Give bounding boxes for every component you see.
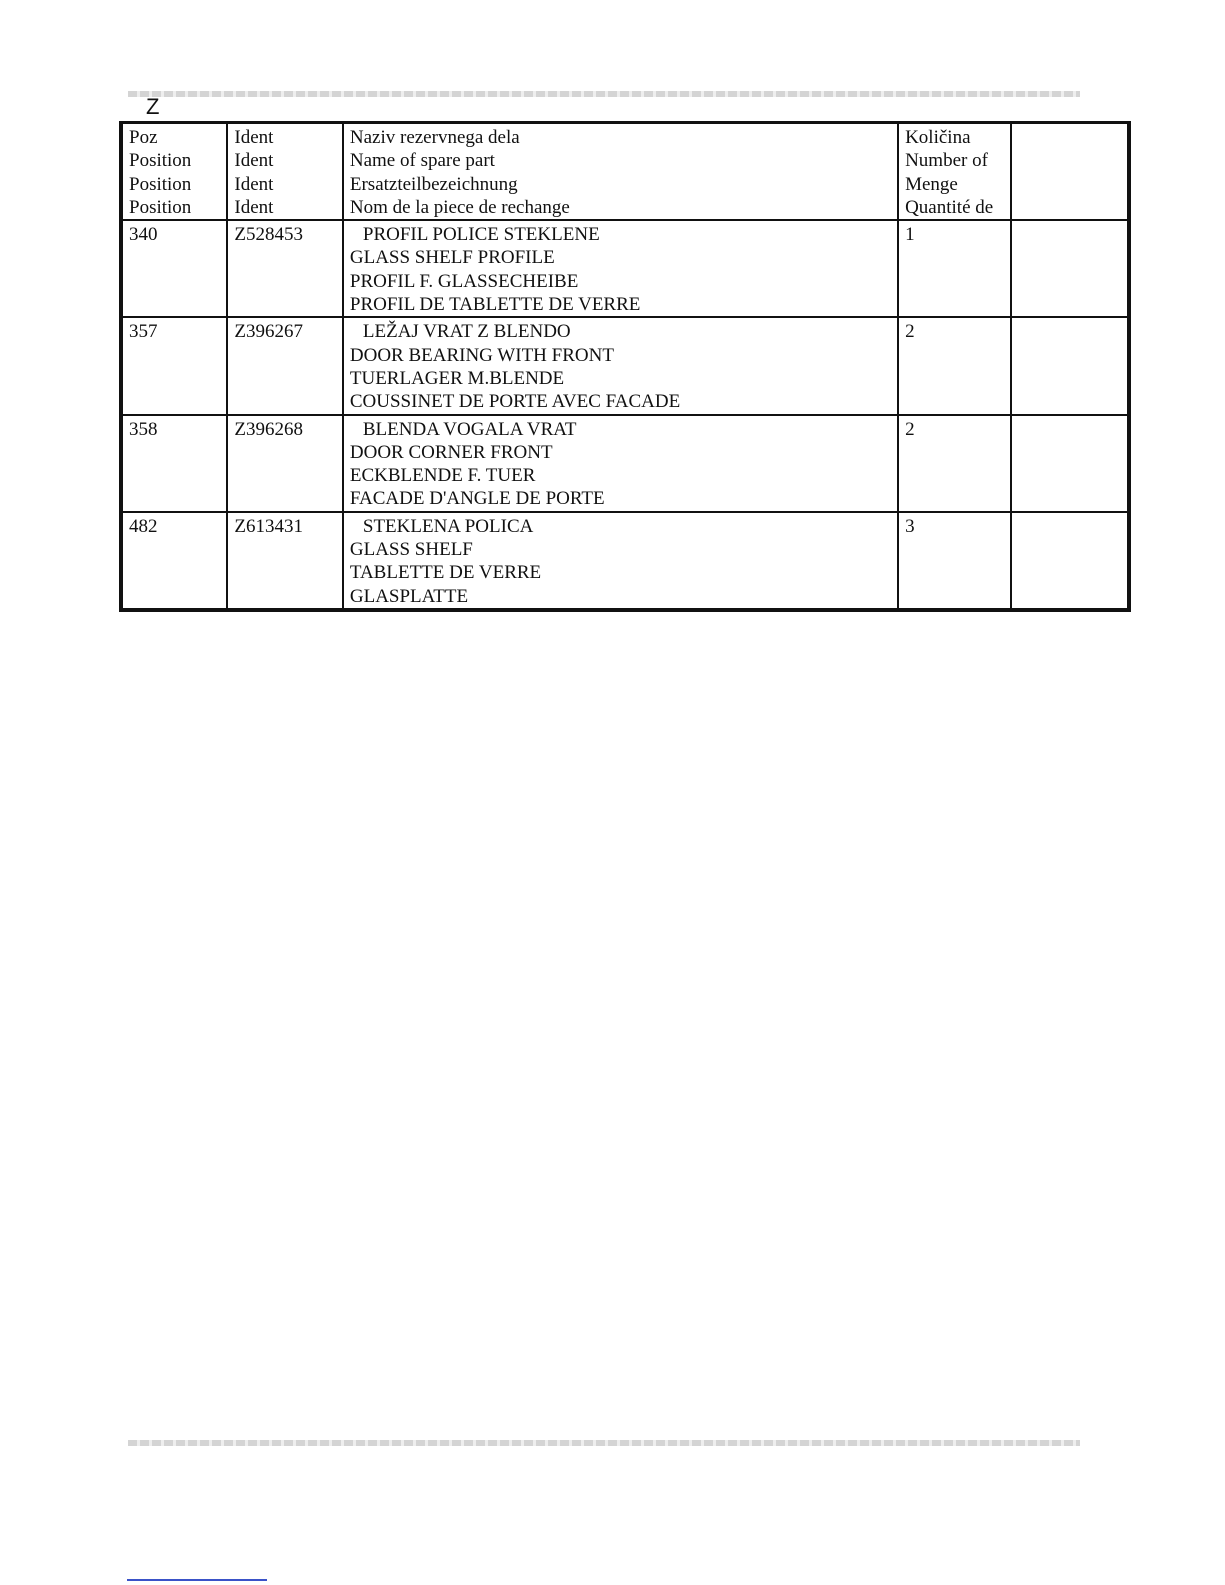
table-row [121, 512, 1129, 610]
row-quantity: 2 [898, 415, 1010, 512]
row-ident: Z528453 [227, 220, 342, 317]
row-ident: Z396268 [227, 415, 342, 512]
top-dashed-divider [128, 91, 1080, 97]
row-extra [1011, 317, 1129, 414]
row-extra [1011, 415, 1129, 512]
row-quantity: 3 [898, 512, 1010, 610]
row-quantity: 1 [898, 220, 1010, 317]
header-part-name: Naziv rezervnega dela Name of spare part Ersatzteilbezeichnung Nom de la piece de rechange [343, 123, 898, 221]
bottom-dashed-divider [128, 1440, 1080, 1446]
row-ident: Z396267 [227, 317, 342, 414]
row-extra [1011, 512, 1129, 610]
spare-parts-table [119, 121, 1131, 612]
row-part-name: PROFIL POLICE STEKLENE GLASS SHELF PROFILE PROFIL F. GLASSECHEIBE PROFIL DE TABLETTE DE VERRE [343, 220, 898, 317]
row-position: 357 [121, 317, 227, 414]
header-extra [1011, 123, 1129, 221]
header-quantity: Količina Number of Menge Quantité de [898, 123, 1010, 221]
header-position: Poz Position Position Position [121, 123, 227, 221]
row-extra [1011, 220, 1129, 317]
row-ident: Z613431 [227, 512, 342, 610]
table-row [121, 317, 1129, 414]
table-row [121, 220, 1129, 317]
row-position: 358 [121, 415, 227, 512]
footer-link-underline[interactable] [127, 1579, 267, 1581]
row-part-name: STEKLENA POLICA GLASS SHELF TABLETTE DE VERRE GLASPLATTE [343, 512, 898, 610]
row-position: 482 [121, 512, 227, 610]
header-ident: Ident Ident Ident Ident [227, 123, 342, 221]
row-part-name: BLENDA VOGALA VRAT DOOR CORNER FRONT ECKBLENDE F. TUER FACADE D'ANGLE DE PORTE [343, 415, 898, 512]
table-row [121, 415, 1129, 512]
row-position: 340 [121, 220, 227, 317]
section-letter: Z [146, 94, 160, 119]
row-part-name: LEŽAJ VRAT Z BLENDO DOOR BEARING WITH FRONT TUERLAGER M.BLENDE COUSSINET DE PORTE AVEC FACADE [343, 317, 898, 414]
row-quantity: 2 [898, 317, 1010, 414]
table-header-row [121, 123, 1129, 221]
